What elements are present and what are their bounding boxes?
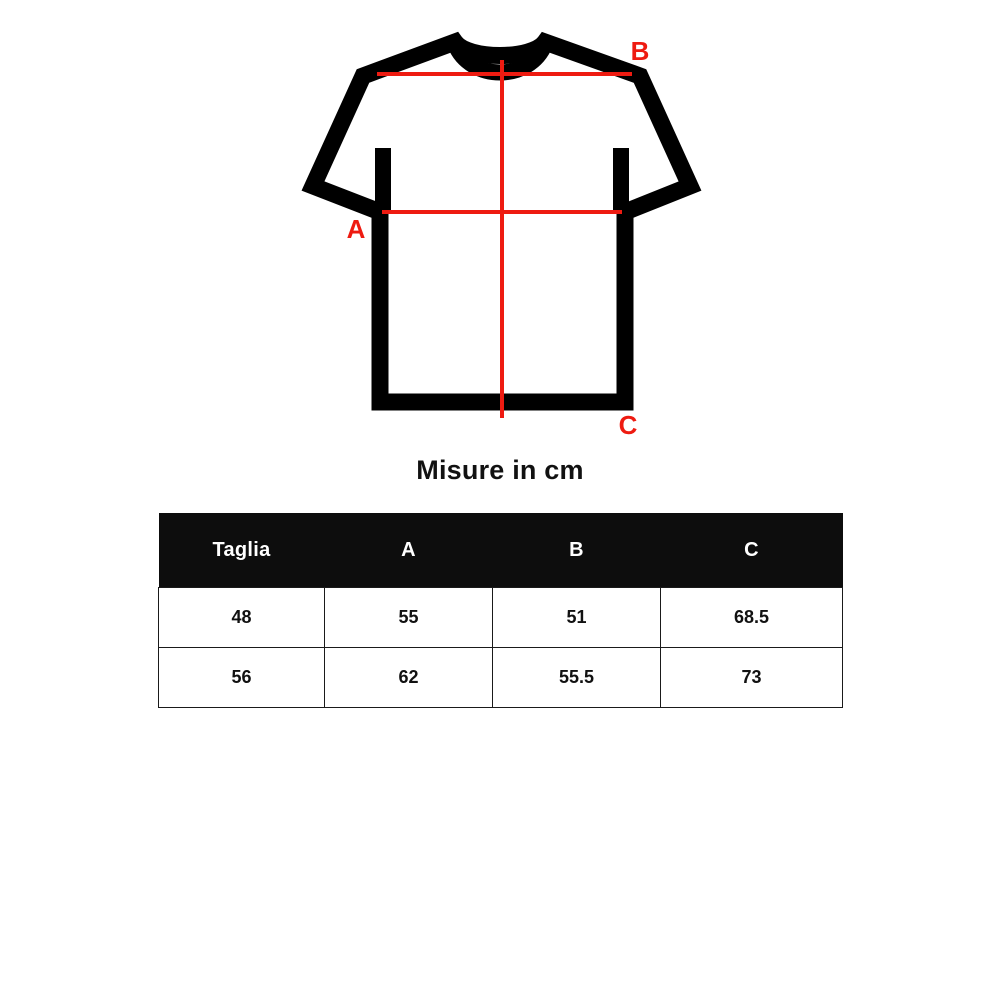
cell-a: 62	[325, 648, 493, 708]
cell-c: 73	[661, 648, 843, 708]
cell-size: 48	[159, 588, 325, 648]
cell-c: 68.5	[661, 588, 843, 648]
tshirt-svg	[0, 0, 1000, 460]
cell-size: 56	[159, 648, 325, 708]
measurement-units-caption: Misure in cm	[416, 455, 584, 485]
cell-a: 55	[325, 588, 493, 648]
tshirt-measurement-diagram	[0, 0, 1000, 460]
measure-lines	[377, 60, 632, 418]
table-row	[159, 648, 843, 708]
marker-label-b: B	[630, 36, 650, 66]
column-header-b: B	[493, 513, 661, 588]
table-row	[159, 588, 843, 648]
cell-b: 55.5	[493, 648, 661, 708]
column-header-taglia: Taglia	[159, 513, 325, 588]
marker-label-a: A	[346, 214, 366, 244]
column-header-a: A	[325, 513, 493, 588]
marker-label-c: C	[618, 410, 638, 440]
cell-b: 51	[493, 588, 661, 648]
size-chart-table	[158, 513, 843, 708]
table-header-row	[159, 513, 843, 588]
column-header-c: C	[661, 513, 843, 588]
